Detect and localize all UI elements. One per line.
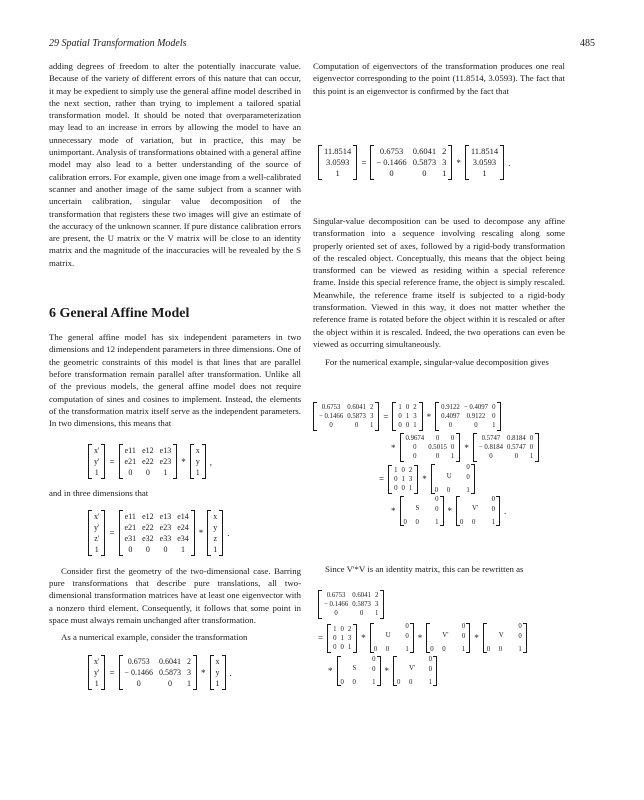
right-column-middle: [313, 215, 565, 369]
equation-svd: [313, 402, 539, 526]
equals-sign: =: [318, 633, 324, 643]
matrix-affine-3d: [119, 510, 195, 556]
matrix-cell: 1: [195, 468, 200, 477]
times-sign: *: [447, 506, 452, 516]
matrix-numeric: [318, 590, 384, 619]
matrix-cell: 1: [442, 168, 447, 178]
matrix-s: [400, 433, 461, 462]
matrix-cell: 1: [398, 404, 402, 411]
matrix-cell: 0: [529, 444, 534, 451]
matrix-cell: 0.5873: [159, 668, 182, 677]
matrix-cell: 3: [187, 668, 192, 677]
matrix-cell: 0.6753: [321, 404, 341, 411]
matrix-cell: 1: [94, 545, 99, 554]
matrix-cell: 3: [413, 413, 417, 420]
cell: 0: [352, 679, 356, 686]
matrix-eigenvector: [318, 145, 357, 180]
matrix-cell: x': [94, 657, 100, 666]
period: .: [227, 528, 230, 538]
matrix-cell: 1: [215, 679, 220, 688]
matrix-u-block: [370, 623, 414, 653]
paragraph: Consider first the geometry of the two-dimensional case. Barring pure transformations that describe pure translations, all two-dimensional transformation matrices have at least one eigenvector with a nonzero third element. Consequently, it follows that some point in space must always remain unchanged after transformation.: [49, 565, 301, 625]
times-sign: *: [391, 442, 396, 453]
matrix-cell: 0: [413, 444, 417, 451]
period: .: [229, 667, 232, 678]
section-heading: 6 General Affine Model: [49, 306, 190, 322]
matrix-cell: − 0.1466: [324, 601, 349, 608]
cell: 0: [518, 633, 522, 640]
matrix-cell: 3.0593: [472, 157, 497, 167]
cell: 0: [435, 496, 439, 503]
matrix-numeric: [370, 145, 452, 180]
matrix-cell: e32: [142, 534, 154, 543]
equation-affine-3d: [88, 510, 230, 556]
matrix-cell: y: [195, 457, 200, 466]
matrix-cell: 1: [187, 679, 192, 688]
cell: 0: [461, 633, 466, 640]
paragraph: The general affine model has six independent parameters in two dimensions and 12 independent parameters in three dimensions. One of the geometric constraints of this model is that lines that are parallel before transformation remain parallel after transformation. Unlike all of the previous models, the general affine model does not require computation of sines and cosines to implement. Instead, the elements of the transformation matrix itself serve as the independent parameters. In two dimensions, this means that: [49, 332, 301, 429]
cell: 1: [428, 679, 432, 686]
vprime-symbol: V': [472, 505, 479, 512]
cell: 0: [446, 487, 451, 494]
times-sign: *: [464, 442, 469, 453]
cell: 0: [461, 623, 466, 630]
matrix-cell: e33: [159, 534, 172, 543]
matrix-cell: 3: [347, 634, 352, 642]
matrix-cell: e13: [159, 446, 172, 455]
paragraph: and in three dimensions that: [49, 488, 149, 499]
matrix-cell: 0.6753: [127, 657, 150, 666]
matrix-cell: 0: [448, 422, 453, 429]
matrix-cell: e23: [159, 457, 172, 466]
matrix-cell: 0: [450, 444, 455, 451]
matrix-cell: − 0.1466: [319, 413, 344, 420]
cell: 0: [491, 506, 495, 513]
matrix-cell: 0: [450, 435, 455, 442]
equation-numerical-example: [88, 655, 232, 690]
times-sign: *: [391, 506, 396, 516]
cell: 1: [518, 646, 522, 653]
s-symbol: S: [352, 665, 357, 672]
cell: 0: [491, 496, 495, 503]
matrix-cell: z': [94, 534, 100, 543]
matrix-cell: 0: [128, 545, 133, 554]
matrix-cell: − 0.8184: [478, 444, 504, 451]
cell: 0: [405, 633, 409, 640]
matrix-cell: 0.4097: [441, 413, 460, 420]
matrix-cell: 0: [492, 413, 496, 420]
matrix-cell: 0: [340, 643, 344, 651]
cell: 0: [409, 679, 413, 686]
equation-affine-2d: [88, 444, 212, 479]
matrix-cell: e13: [159, 512, 172, 521]
cell: 0: [466, 464, 470, 471]
matrix-cell: 0.6041: [159, 657, 182, 666]
matrix-cell: 0: [413, 453, 417, 460]
matrix-cell: 1: [340, 634, 344, 642]
matrix-cell: 0: [329, 422, 333, 429]
cell: 0: [385, 646, 390, 653]
matrix-cell: e24: [177, 523, 189, 532]
cell: 0: [434, 487, 439, 494]
matrix-cell: 0: [340, 625, 344, 633]
matrix-cell: 1: [163, 468, 168, 477]
matrix-cell: y: [213, 523, 218, 532]
cell: 0: [518, 623, 522, 630]
matrix-cell: y: [215, 668, 220, 677]
matrix-cell: e21: [124, 523, 137, 532]
matrix-cell: 2: [369, 404, 374, 411]
matrix-vprime-block: [426, 623, 470, 653]
matrix-cell: 2: [442, 146, 447, 156]
matrix-cell: 0.5015: [428, 444, 447, 451]
times-sign: *: [422, 474, 427, 484]
matrix-cell: 2: [187, 657, 192, 666]
cell: 0: [435, 506, 439, 513]
matrix-v-block: [483, 623, 527, 653]
matrix-cell: 1: [405, 413, 410, 420]
paragraph: Computation of eigenvectors of the transformation produces one real eigenvector corresponding to the point (11.8514, 3.0593). The fact that this point is an eigenvector is confirmed by the fact that: [313, 61, 565, 96]
matrix-numeric: [119, 655, 198, 690]
matrix-s-block: [337, 656, 381, 686]
cell: 0: [472, 519, 476, 526]
matrix-cell: y': [94, 668, 100, 677]
cell: 1: [372, 679, 376, 686]
equation-eigenvector: [318, 145, 510, 180]
matrix-translation: [327, 624, 357, 653]
matrix-cell: 0: [333, 643, 337, 651]
matrix-x-3d: [207, 510, 223, 556]
u-symbol: U: [446, 473, 452, 480]
cell: 1: [466, 487, 470, 494]
cell: 0: [428, 666, 432, 673]
matrix-x: [210, 655, 226, 690]
matrix-cell: 3: [408, 475, 413, 483]
matrix-cell: z: [213, 534, 218, 543]
matrix-cell: x: [213, 512, 218, 521]
matrix-xprime-3d: [88, 510, 105, 556]
period: .: [504, 506, 507, 516]
matrix-cell: 3.0593: [325, 157, 350, 167]
matrix-cell: 11.8514: [324, 146, 352, 156]
times-sign: *: [474, 633, 479, 643]
matrix-cell: 2: [408, 466, 413, 474]
matrix-cell: 0: [529, 435, 534, 442]
matrix-cell: 0: [401, 466, 405, 474]
matrix-cell: 0: [405, 422, 410, 429]
matrix-cell: 0.5747: [507, 444, 526, 451]
matrix-cell: 1: [181, 545, 185, 554]
cell: 0: [415, 519, 419, 526]
equals-sign: =: [379, 474, 385, 484]
matrix-cell: 0: [394, 484, 398, 492]
comma: ,: [209, 456, 212, 467]
equation-rewritten: [318, 590, 527, 686]
matrix-cell: 2: [374, 592, 379, 599]
times-sign: *: [328, 666, 333, 676]
chapter-title: 29 Spatial Transformation Models: [49, 38, 187, 49]
page-number: 485: [580, 38, 595, 49]
matrix-vprime-block: [393, 656, 437, 686]
cell: 0: [486, 646, 491, 653]
vprime-symbol: V': [409, 665, 416, 672]
v-symbol: V: [498, 632, 504, 639]
cell: 1: [435, 519, 439, 526]
matrix-translation: [388, 465, 418, 494]
matrix-cell: 1: [394, 466, 398, 474]
matrix-u-block: [431, 464, 475, 494]
cell: 0: [428, 656, 432, 663]
cell: 0: [372, 666, 376, 673]
matrix-cell: 0.8184: [507, 435, 526, 442]
matrix-cell: 0.5747: [481, 435, 501, 442]
s-symbol: S: [415, 505, 420, 512]
matrix-cell: 0.6041: [347, 404, 366, 411]
matrix-cell: 0: [163, 545, 168, 554]
running-header: [49, 38, 595, 52]
matrix-cell: 1: [482, 168, 487, 178]
cell: 0: [466, 474, 470, 481]
matrix-s-block: [400, 496, 444, 526]
equals-sign: =: [109, 667, 115, 678]
matrix-xprime: [88, 444, 105, 479]
matrix-cell: 0: [514, 453, 519, 460]
matrix-u: [435, 402, 501, 431]
matrix-cell: 0: [492, 404, 496, 411]
cell: 0: [405, 623, 409, 630]
matrix-cell: 0.5873: [352, 601, 371, 608]
matrix-cell: e31: [124, 534, 137, 543]
matrix-cell: 2: [347, 625, 352, 633]
times-sign: *: [181, 456, 186, 467]
matrix-cell: 0: [145, 545, 150, 554]
matrix-cell: x: [195, 446, 200, 455]
matrix-cell: 0: [359, 610, 364, 617]
cell: 1: [461, 646, 466, 653]
matrix-cell: e12: [142, 512, 154, 521]
paragraph: Since V'*V is an identity matrix, this can be rewritten as: [325, 564, 524, 574]
matrix-cell: x: [215, 657, 220, 666]
times-sign: *: [456, 157, 461, 168]
matrix-cell: 0: [401, 484, 405, 492]
matrix-cell: 0: [128, 468, 133, 477]
matrix-cell: 0.5873: [412, 157, 437, 167]
paragraph: adding degrees of freedom to alter the potentially inaccurate value. Because of the variety of different errors of this nature that can occur, it may be expedient to simply use the general affine model described in the next section, rather than trying to implement a tailored spatial transformation model. It should be noted that overparameterization may lead to an increase in errors by allowing the model to have an unnecessary mode of variation, but in practice, this may be unimportant. Analysis of transformations obtained with a general affine model may also lead to a better understanding of the source of calibration errors. For example, given one image from a well-calibrated scanner and another image of the same subject from a scanner with uncertain calibration, singular value decomposition of the transformation that registers these two images will give an estimate of the accuracy of the unknown scanner. If pure distance calibration errors are present, the U matrix or the V matrix will be close to an identity matrix and the magnitude of the inaccuracies will be revealed by the S matrix.: [49, 61, 301, 268]
equals-sign: =: [361, 157, 367, 168]
matrix-cell: 1: [347, 643, 352, 651]
matrix-cell: 0: [354, 422, 359, 429]
matrix-cell: e22: [142, 457, 154, 466]
matrix-cell: 0.9674: [405, 435, 425, 442]
matrix-cell: 0.6753: [326, 592, 346, 599]
cell: 0: [373, 646, 378, 653]
right-column-top: [313, 60, 565, 97]
matrix-cell: 0: [333, 634, 337, 642]
matrix-cell: 0.6041: [352, 592, 371, 599]
cell: 0: [430, 646, 434, 653]
matrix-cell: e11: [124, 512, 136, 521]
cell: 1: [491, 519, 495, 526]
matrix-cell: 0.5873: [347, 413, 366, 420]
matrix-cell: 1: [413, 422, 417, 429]
cell: 0: [442, 646, 446, 653]
matrix-cell: e22: [142, 523, 154, 532]
matrix-cell: 0: [389, 168, 394, 178]
matrix-cell: 0: [398, 422, 402, 429]
matrix-cell: y': [94, 457, 100, 466]
equals-sign: =: [383, 411, 389, 422]
matrix-cell: 0: [398, 413, 402, 420]
matrix-translation: [392, 402, 422, 431]
matrix-cell: 0: [435, 435, 440, 442]
cell: 0: [372, 656, 376, 663]
cell: 0: [460, 519, 464, 526]
matrix-x: [190, 444, 206, 479]
times-sign: *: [426, 411, 432, 422]
matrix-cell: 11.8514: [470, 146, 499, 156]
matrix-cell: 1: [94, 468, 99, 477]
matrix-cell: 1: [335, 168, 340, 178]
matrix-cell: 0.6041: [412, 146, 437, 156]
matrix-cell: 0.9122: [441, 404, 460, 411]
matrix-cell: e34: [177, 534, 189, 543]
matrix-cell: 1: [94, 679, 99, 688]
u-symbol: U: [385, 632, 391, 639]
matrix-cell: 0: [334, 610, 338, 617]
matrix-cell: 0: [394, 475, 398, 483]
paragraph: For the numerical example, singular-value decomposition gives: [325, 357, 549, 368]
matrix-cell: 1: [333, 625, 337, 633]
matrix-cell: 1: [374, 610, 379, 617]
matrix-cell: e21: [124, 457, 137, 466]
matrix-cell: x': [94, 446, 100, 455]
cell: 1: [405, 646, 409, 653]
times-sign: *: [201, 667, 206, 678]
matrix-eigenvector: [465, 145, 504, 180]
matrix-cell: − 0.1466: [124, 668, 154, 677]
matrix-v: [473, 433, 539, 462]
matrix-cell: − 0.1466: [376, 157, 407, 167]
matrix-cell: 0: [168, 679, 173, 688]
matrix-cell: − 0.4097: [463, 404, 489, 411]
matrix-cell: y': [94, 523, 100, 532]
right-column-bottom: [313, 563, 565, 575]
matrix-cell: 0: [145, 468, 150, 477]
matrix-cell: 0: [435, 453, 440, 460]
matrix-cell: 0: [489, 453, 493, 460]
matrix-cell: 3: [369, 413, 374, 420]
matrix-cell: 3: [374, 601, 379, 608]
paragraph: Singular-value decomposition can be used to decompose any affine transformation into a sequence involving rescaling along some properly oriented set of axes, followed by a rigid-body transformation of the rescaled object. Conceptually, this means that the object being transformed can be viewed as residing within a special reference frame. Inside this special reference frame, the object is simply rescaled. Meanwhile, the reference frame itself is subjected to a rigid-body transformation. Viewed in this way, it does not matter whether the reference frame is rotated before the object within it is rescaled or after the object within it is rescaled. Indeed, the two operations can even be viewed as occurring simultaneously.: [313, 216, 565, 349]
matrix-v-block: [456, 496, 500, 526]
matrix-cell: 1: [369, 422, 374, 429]
matrix-cell: 1: [213, 545, 218, 554]
times-sign: *: [384, 666, 389, 676]
matrix-cell: 0.6753: [379, 146, 404, 156]
paragraph: As a numerical example, consider the transformation: [61, 632, 248, 643]
times-sign: *: [417, 633, 423, 643]
times-sign: *: [361, 633, 366, 643]
matrix-cell: 2: [413, 404, 417, 411]
matrix-cell: 0: [405, 404, 410, 411]
cell: 0: [340, 679, 344, 686]
matrix-cell: 0: [474, 422, 478, 429]
matrix-cell: x': [94, 512, 100, 521]
times-sign: *: [198, 528, 204, 538]
matrix-numeric: [313, 402, 379, 431]
cell: 0: [403, 519, 407, 526]
matrix-cell: 1: [492, 422, 496, 429]
cell: 0: [498, 646, 503, 653]
matrix-cell: 1: [401, 475, 405, 483]
matrix-cell: e14: [177, 512, 189, 521]
matrix-cell: 0: [422, 168, 427, 178]
matrix-cell: e12: [142, 446, 154, 455]
matrix-cell: e11: [124, 446, 136, 455]
matrix-cell: 0: [136, 679, 141, 688]
cell: 0: [397, 679, 401, 686]
equals-sign: =: [109, 456, 115, 467]
matrix-affine-2d: [119, 444, 178, 479]
equals-sign: =: [109, 528, 115, 538]
matrix-cell: 1: [450, 453, 455, 460]
matrix-cell: 3: [442, 157, 447, 167]
matrix-cell: e23: [159, 523, 172, 532]
vprime-symbol: V': [442, 632, 449, 639]
matrix-cell: 1: [529, 453, 534, 460]
matrix-xprime: [88, 655, 105, 690]
matrix-cell: 0.9122: [466, 413, 486, 420]
matrix-cell: 1: [408, 484, 413, 492]
period: .: [508, 157, 511, 168]
